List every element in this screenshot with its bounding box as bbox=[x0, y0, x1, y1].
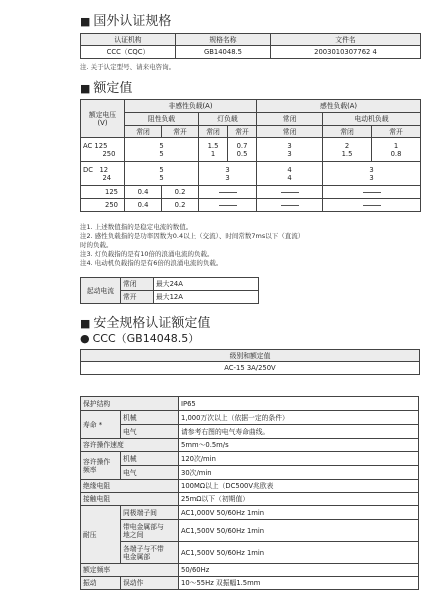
dash-mark bbox=[363, 192, 381, 193]
ac-inductive: 3 3 bbox=[257, 138, 323, 162]
non-inductive-header: 非感性负载(A) bbox=[125, 100, 257, 113]
cell-spec-name: GB14048.5 bbox=[176, 46, 271, 59]
ac-lamp-no: 0.7 0.5 bbox=[228, 138, 257, 162]
spec-life-mech-value: 1,000万次以上（依据一定的条件） bbox=[179, 411, 419, 425]
inductive-nc-header: 常闭 bbox=[257, 113, 323, 126]
header-file-name: 文件名 bbox=[271, 34, 421, 46]
nc-header: 常闭 bbox=[323, 126, 372, 138]
square-bullet-icon: ■ bbox=[80, 82, 91, 95]
dc125-motor-empty bbox=[323, 186, 421, 199]
rated-table bbox=[80, 99, 421, 212]
dc-inductive: 4 4 bbox=[257, 162, 323, 186]
rated-notes bbox=[80, 223, 304, 268]
ac-motor-nc: 2 1.5 bbox=[323, 138, 372, 162]
inrush-label: 起动电流 bbox=[81, 278, 121, 304]
spec-insulation-label: 绝缘电阻 bbox=[81, 480, 179, 493]
spec-vibration-label: 振动 bbox=[81, 577, 121, 590]
spec-table bbox=[80, 396, 419, 590]
spec-withstand-2-label: 带电金属部与 地之间 bbox=[121, 520, 179, 542]
safety-header: 级别和额定值 bbox=[81, 350, 420, 362]
ac-motor-no: 1 0.8 bbox=[372, 138, 421, 162]
ac-resistive: 5 5 bbox=[125, 138, 199, 162]
spec-freq-label: 容许操作 频率 bbox=[81, 452, 121, 480]
inrush-no-value: 最大12A bbox=[154, 291, 259, 304]
dash-mark bbox=[281, 192, 299, 193]
rated-note-2-cont: 时的负载。 bbox=[80, 241, 113, 249]
spec-life-elec-value: 请参考右图的电气寿命曲线。 bbox=[179, 425, 419, 439]
dc-motor: 3 3 bbox=[323, 162, 421, 186]
spec-freq-mech-value: 120次/min bbox=[179, 452, 419, 466]
spec-withstand-3-value: AC1,500V 50/60Hz 1min bbox=[179, 542, 419, 564]
dc125-inductive-empty bbox=[257, 186, 323, 199]
spec-protection-value: IP65 bbox=[179, 397, 419, 411]
inrush-nc-value: 最大24A bbox=[154, 278, 259, 291]
foreign-cert-title: ■ 国外认证规格 bbox=[80, 14, 172, 29]
rated-note-4: 注4. 电动机负载指的是有6倍的浪涌电流的负载。 bbox=[80, 259, 223, 267]
spec-withstand-2-value: AC1,500V 50/60Hz 1min bbox=[179, 520, 419, 542]
dc125-resistive-no: 0.2 bbox=[162, 186, 199, 199]
inrush-no-label: 常开 bbox=[121, 291, 154, 304]
foreign-cert-note: 注. 关于认定型号、请来电咨询。 bbox=[80, 63, 176, 71]
header-cert-body: 认证机构 bbox=[81, 34, 176, 46]
safety-table bbox=[80, 349, 420, 375]
dc-voltage: DC 12 24 bbox=[81, 162, 125, 186]
safety-value: AC-15 3A/250V bbox=[81, 362, 420, 375]
lamp-load-header: 灯负载 bbox=[199, 113, 257, 126]
rated-note-3: 注3. 灯负载指的是有10倍的浪涌电流的负载。 bbox=[80, 250, 214, 258]
dc-resistive: 5 5 bbox=[125, 162, 199, 186]
spec-insulation-value: 100MΩ以上（DC500V兆欧表 bbox=[179, 480, 419, 493]
ac-voltage: AC 125 250 bbox=[81, 138, 125, 162]
dc250-motor-empty bbox=[323, 199, 421, 212]
dc-voltage-125: 125 bbox=[81, 186, 125, 199]
spec-vibration-sub-label: 误动作 bbox=[121, 577, 179, 590]
rated-note-2: 注2. 感性负载指的是功率因数为0.4以上（交流）、时间常数7ms以下（直流） bbox=[80, 232, 305, 240]
dc250-inductive-empty bbox=[257, 199, 323, 212]
spec-speed-value: 5mm～0.5m/s bbox=[179, 439, 419, 452]
square-bullet-icon: ■ bbox=[80, 317, 91, 330]
spec-withstand-1-value: AC1,000V 50/60Hz 1min bbox=[179, 506, 419, 520]
spec-freq-mech-label: 机械 bbox=[121, 452, 179, 466]
dc125-lamp-empty bbox=[199, 186, 257, 199]
no-header: 常开 bbox=[162, 126, 199, 138]
spec-freq-elec-value: 30次/min bbox=[179, 466, 419, 480]
resistive-load-header: 阻性负载 bbox=[125, 113, 199, 126]
dash-mark bbox=[281, 205, 299, 206]
spec-contact-label: 接触电阻 bbox=[81, 493, 179, 506]
spec-withstand-label: 耐压 bbox=[81, 506, 121, 564]
cell-file-name: 2003010307762 4 bbox=[271, 46, 421, 59]
spec-withstand-3-label: 各端子与不带 电金属部 bbox=[121, 542, 179, 564]
safety-title: ■ 安全规格认证额定值 bbox=[80, 316, 211, 331]
no-header: 常开 bbox=[372, 126, 421, 138]
spec-rated-freq-value: 50/60Hz bbox=[179, 564, 419, 577]
foreign-cert-table bbox=[80, 33, 421, 59]
header-spec-name: 规格名称 bbox=[176, 34, 271, 46]
dash-mark bbox=[363, 205, 381, 206]
spec-life-label: 寿命 * bbox=[81, 411, 121, 439]
nc-header: 常闭 bbox=[199, 126, 228, 138]
rated-note-1: 注1. 上述数值指的是稳定电流的数值。 bbox=[80, 223, 193, 231]
dash-mark bbox=[219, 205, 237, 206]
dash-mark bbox=[219, 192, 237, 193]
spec-protection-label: 保护结构 bbox=[81, 397, 179, 411]
square-bullet-icon: ■ bbox=[80, 15, 91, 28]
spec-speed-label: 容许操作速度 bbox=[81, 439, 179, 452]
nc-header: 常闭 bbox=[257, 126, 323, 138]
spec-life-mech-label: 机械 bbox=[121, 411, 179, 425]
spec-contact-value: 25mΩ以下（初期值） bbox=[179, 493, 419, 506]
dc250-lamp-empty bbox=[199, 199, 257, 212]
dc-voltage-250: 250 bbox=[81, 199, 125, 212]
inrush-table bbox=[80, 277, 259, 304]
ac-lamp-nc: 1.5 1 bbox=[199, 138, 228, 162]
dc-lamp: 3 3 bbox=[199, 162, 257, 186]
no-header: 常开 bbox=[228, 126, 257, 138]
spec-freq-elec-label: 电气 bbox=[121, 466, 179, 480]
rated-voltage-header: 额定电压 (V) bbox=[81, 100, 125, 138]
inductive-header: 感性负载(A) bbox=[257, 100, 421, 113]
rated-title: ■ 额定值 bbox=[80, 81, 133, 96]
dc250-resistive-nc: 0.4 bbox=[125, 199, 162, 212]
inrush-nc-label: 常闭 bbox=[121, 278, 154, 291]
motor-load-header: 电动机负载 bbox=[323, 113, 421, 126]
nc-header: 常闭 bbox=[125, 126, 162, 138]
spec-life-elec-label: 电气 bbox=[121, 425, 179, 439]
cell-cert-body: CCC（CQC） bbox=[81, 46, 176, 59]
dc250-resistive-no: 0.2 bbox=[162, 199, 199, 212]
circle-bullet-icon: ● bbox=[80, 332, 90, 345]
spec-vibration-value: 10～55Hz 双振幅1.5mm bbox=[179, 577, 419, 590]
spec-rated-freq-label: 额定频率 bbox=[81, 564, 179, 577]
spec-withstand-1-label: 同极端子间 bbox=[121, 506, 179, 520]
dc125-resistive-nc: 0.4 bbox=[125, 186, 162, 199]
safety-subtitle: ● CCC（GB14048.5） bbox=[80, 332, 200, 345]
